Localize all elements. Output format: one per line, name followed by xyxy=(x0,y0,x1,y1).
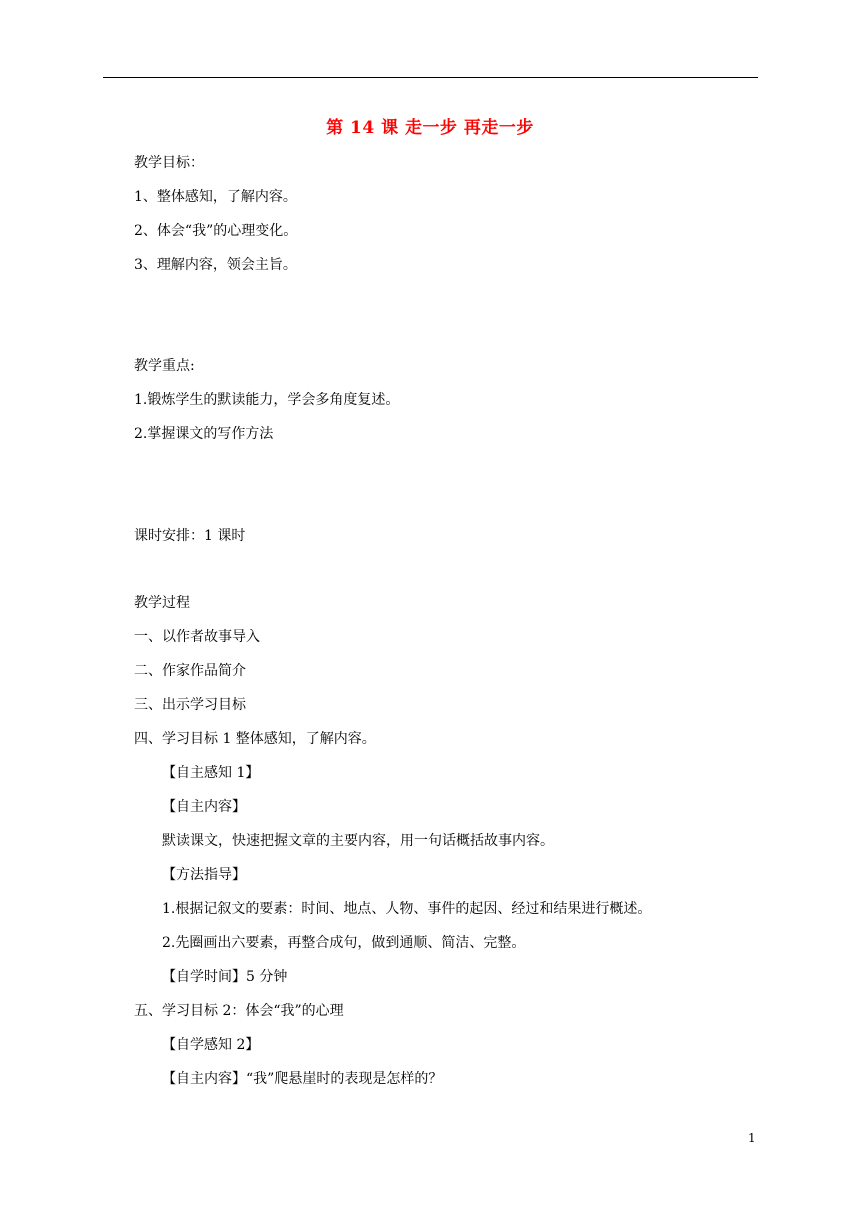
self-perception-1-label: 【自主感知 1】 xyxy=(162,765,260,781)
goal-item-3: 3、理解内容，领会主旨。 xyxy=(134,257,297,273)
process-step-3: 三、出示学习目标 xyxy=(134,697,246,713)
lesson-title: 第 14 课 走一步 再走一步 xyxy=(326,118,534,138)
focus-item-1: 1.锻炼学生的默读能力，学会多角度复述。 xyxy=(134,392,400,408)
teaching-focus-heading: 教学重点: xyxy=(134,358,195,374)
self-content-question: 【自主内容】“我”爬悬崖时的表现是怎样的？ xyxy=(162,1071,443,1087)
process-step-4: 四、学习目标 1 整体感知，了解内容。 xyxy=(134,731,376,747)
self-study-time: 【自学时间】5 分钟 xyxy=(162,969,288,985)
process-step-5: 五、学习目标 2：体会“我”的心理 xyxy=(134,1003,344,1019)
class-schedule: 课时安排：1 课时 xyxy=(134,528,246,544)
self-content-label: 【自主内容】 xyxy=(162,799,246,815)
teaching-goals-heading: 教学目标： xyxy=(134,155,204,171)
teaching-process-heading: 教学过程 xyxy=(134,595,190,611)
self-content-text: 默读课文，快速把握文章的主要内容，用一句话概括故事内容。 xyxy=(162,833,554,849)
self-perception-2-label: 【自学感知 2】 xyxy=(162,1037,260,1053)
method-guide-item-1: 1.根据记叙文的要素：时间、地点、人物、事件的起因、经过和结果进行概述。 xyxy=(162,901,652,917)
goal-item-1: 1、整体感知，了解内容。 xyxy=(134,189,297,205)
header-rule xyxy=(103,77,758,78)
page-number: 1 xyxy=(748,1131,756,1145)
process-step-1: 一、以作者故事导入 xyxy=(134,629,260,645)
method-guide-label: 【方法指导】 xyxy=(162,867,246,883)
process-step-2: 二、作家作品简介 xyxy=(134,663,246,679)
focus-item-2: 2.掌握课文的写作方法 xyxy=(134,426,274,442)
goal-item-2: 2、体会“我”的心理变化。 xyxy=(134,223,298,239)
method-guide-item-2: 2.先圈画出六要素，再整合成句，做到通顺、简洁、完整。 xyxy=(162,935,526,951)
